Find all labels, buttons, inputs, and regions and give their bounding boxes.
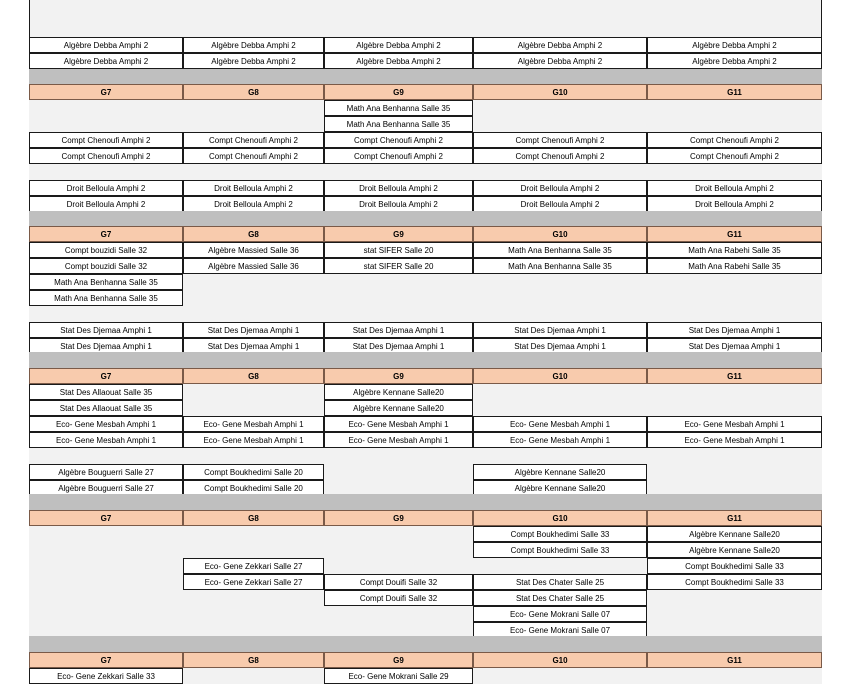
empty-cell xyxy=(183,290,324,306)
empty-cell xyxy=(183,448,324,464)
table-row xyxy=(29,558,822,574)
course-cell: Droit Belloula Amphi 2 xyxy=(473,196,647,212)
course-cell: Stat Des Djemaa Amphi 1 xyxy=(183,338,324,354)
table-row xyxy=(29,322,822,338)
empty-cell xyxy=(183,606,324,622)
course-cell: Compt Chenoufi Amphi 2 xyxy=(473,132,647,148)
group-header-g7: G7 xyxy=(29,510,183,526)
block-separator xyxy=(29,211,822,226)
group-header-g11: G11 xyxy=(647,510,822,526)
empty-cell xyxy=(647,606,822,622)
empty-cell xyxy=(183,668,324,684)
group-header-g11: G11 xyxy=(647,652,822,668)
course-cell: Eco- Gene Zekkari Salle 27 xyxy=(183,558,324,574)
course-cell: Algèbre Debba Amphi 2 xyxy=(473,37,647,53)
empty-cell xyxy=(324,164,473,180)
course-cell: Algèbre Kennane Salle20 xyxy=(647,526,822,542)
course-cell: Compt Boukhedimi Salle 33 xyxy=(473,542,647,558)
block-separator xyxy=(29,352,822,368)
course-cell: Compt Boukhedimi Salle 33 xyxy=(647,558,822,574)
course-cell: Eco- Gene Mokrani Salle 07 xyxy=(473,606,647,622)
course-cell: Algèbre Bouguerri Salle 27 xyxy=(29,464,183,480)
empty-cell xyxy=(29,100,183,116)
course-cell: Droit Belloula Amphi 2 xyxy=(183,196,324,212)
course-cell: Algèbre Debba Amphi 2 xyxy=(183,53,324,69)
empty-cell xyxy=(324,306,473,322)
course-cell: Algèbre Kennane Salle20 xyxy=(473,480,647,496)
empty-cell xyxy=(473,290,647,306)
empty-cell xyxy=(647,590,822,606)
empty-cell xyxy=(647,400,822,416)
block-separator xyxy=(29,494,822,510)
empty-cell xyxy=(183,400,324,416)
group-header-g9: G9 xyxy=(324,652,473,668)
course-cell: Droit Belloula Amphi 2 xyxy=(29,180,183,196)
course-cell: Eco- Gene Mesbah Amphi 1 xyxy=(324,416,473,432)
table-row xyxy=(29,590,822,606)
course-cell: Stat Des Djemaa Amphi 1 xyxy=(183,322,324,338)
group-header-g7: G7 xyxy=(29,368,183,384)
course-cell: stat SIFER Salle 20 xyxy=(324,258,473,274)
empty-cell xyxy=(473,448,647,464)
course-cell: Eco- Gene Mesbah Amphi 1 xyxy=(29,432,183,448)
empty-cell xyxy=(324,274,473,290)
table-row xyxy=(29,164,822,180)
group-header-row xyxy=(29,226,822,242)
empty-cell xyxy=(647,384,822,400)
course-cell: Compt Boukhedimi Salle 33 xyxy=(647,574,822,590)
course-cell: Compt Chenoufi Amphi 2 xyxy=(183,132,324,148)
empty-cell xyxy=(183,542,324,558)
table-row xyxy=(29,100,822,116)
empty-cell xyxy=(647,116,822,132)
group-header-g11: G11 xyxy=(647,84,822,100)
group-header-g8: G8 xyxy=(183,652,324,668)
course-cell: Eco- Gene Mokrani Salle 07 xyxy=(473,622,647,638)
group-header-row xyxy=(29,84,822,100)
table-row xyxy=(29,400,822,416)
group-header-g9: G9 xyxy=(324,510,473,526)
course-cell: Stat Des Djemaa Amphi 1 xyxy=(647,322,822,338)
empty-cell xyxy=(473,306,647,322)
table-row xyxy=(29,526,822,542)
course-cell: Math Ana Rabehi Salle 35 xyxy=(647,258,822,274)
course-cell: Stat Des Djemaa Amphi 1 xyxy=(324,322,473,338)
group-header-row xyxy=(29,368,822,384)
table-row xyxy=(29,258,822,274)
course-cell: Algèbre Massied Salle 36 xyxy=(183,242,324,258)
empty-cell xyxy=(473,400,647,416)
group-header-g8: G8 xyxy=(183,368,324,384)
group-header-g10: G10 xyxy=(473,652,647,668)
empty-cell xyxy=(29,116,183,132)
empty-cell xyxy=(324,290,473,306)
course-cell: Algèbre Debba Amphi 2 xyxy=(324,37,473,53)
table-row xyxy=(29,542,822,558)
course-cell: Algèbre Kennane Salle20 xyxy=(647,542,822,558)
course-cell: Eco- Gene Mesbah Amphi 1 xyxy=(473,416,647,432)
course-cell: Math Ana Benhanna Salle 35 xyxy=(324,100,473,116)
course-cell: Compt Boukhedimi Salle 20 xyxy=(183,480,324,496)
course-cell: stat SIFER Salle 20 xyxy=(324,242,473,258)
empty-cell xyxy=(473,164,647,180)
course-cell: Algèbre Debba Amphi 2 xyxy=(183,37,324,53)
course-cell: Stat Des Chater Salle 25 xyxy=(473,574,647,590)
empty-cell xyxy=(29,574,183,590)
empty-cell xyxy=(29,590,183,606)
group-header-g7: G7 xyxy=(29,226,183,242)
empty-cell xyxy=(29,606,183,622)
table-row xyxy=(29,448,822,464)
empty-cell xyxy=(324,448,473,464)
course-cell: Stat Des Djemaa Amphi 1 xyxy=(29,338,183,354)
group-header-g10: G10 xyxy=(473,84,647,100)
course-cell: Math Ana Benhanna Salle 35 xyxy=(29,274,183,290)
course-cell: Droit Belloula Amphi 2 xyxy=(647,180,822,196)
table-row xyxy=(29,116,822,132)
course-cell: Stat Des Djemaa Amphi 1 xyxy=(324,338,473,354)
table-row xyxy=(29,606,822,622)
empty-cell xyxy=(324,464,473,480)
course-cell: Algèbre Bouguerri Salle 27 xyxy=(29,480,183,496)
course-cell: Algèbre Debba Amphi 2 xyxy=(473,53,647,69)
course-cell: Compt Chenoufi Amphi 2 xyxy=(29,132,183,148)
course-cell: Math Ana Benhanna Salle 35 xyxy=(29,290,183,306)
empty-cell xyxy=(647,306,822,322)
course-cell: Eco- Gene Zekkari Salle 33 xyxy=(29,668,183,684)
course-cell: Compt Douifi Salle 32 xyxy=(324,590,473,606)
course-cell: Compt bouzidi Salle 32 xyxy=(29,242,183,258)
group-header-g10: G10 xyxy=(473,368,647,384)
table-row xyxy=(29,668,822,684)
course-cell: Droit Belloula Amphi 2 xyxy=(29,196,183,212)
empty-cell xyxy=(29,306,183,322)
empty-cell xyxy=(29,526,183,542)
table-row xyxy=(29,180,822,196)
course-cell: Math Ana Rabehi Salle 35 xyxy=(647,242,822,258)
course-cell: Algèbre Kennane Salle20 xyxy=(324,400,473,416)
table-row xyxy=(29,464,822,480)
course-cell: Algèbre Kennane Salle20 xyxy=(473,464,647,480)
empty-cell xyxy=(324,542,473,558)
empty-cell xyxy=(183,526,324,542)
course-cell: Droit Belloula Amphi 2 xyxy=(183,180,324,196)
empty-cell xyxy=(183,590,324,606)
course-cell: Eco- Gene Zekkari Salle 27 xyxy=(183,574,324,590)
group-header-g8: G8 xyxy=(183,226,324,242)
course-cell: Compt Chenoufi Amphi 2 xyxy=(324,132,473,148)
course-cell: Algèbre Debba Amphi 2 xyxy=(29,53,183,69)
course-cell: Compt Boukhedimi Salle 33 xyxy=(473,526,647,542)
table-row xyxy=(29,574,822,590)
group-header-g8: G8 xyxy=(183,510,324,526)
course-cell: Algèbre Massied Salle 36 xyxy=(183,258,324,274)
course-cell: Algèbre Debba Amphi 2 xyxy=(29,37,183,53)
course-cell: Droit Belloula Amphi 2 xyxy=(647,196,822,212)
course-cell: Eco- Gene Mesbah Amphi 1 xyxy=(183,416,324,432)
course-cell: Eco- Gene Mesbah Amphi 1 xyxy=(647,416,822,432)
empty-cell xyxy=(183,164,324,180)
timetable-grid xyxy=(29,0,822,684)
course-cell: Math Ana Benhanna Salle 35 xyxy=(473,258,647,274)
empty-cell xyxy=(647,100,822,116)
table-row xyxy=(29,290,822,306)
group-header-g7: G7 xyxy=(29,652,183,668)
course-cell: Eco- Gene Mesbah Amphi 1 xyxy=(183,432,324,448)
course-cell: Stat Des Djemaa Amphi 1 xyxy=(473,338,647,354)
block-separator xyxy=(29,636,822,652)
course-cell: Compt Chenoufi Amphi 2 xyxy=(183,148,324,164)
group-header-row xyxy=(29,510,822,526)
course-cell: Eco- Gene Mokrani Salle 29 xyxy=(324,668,473,684)
table-row xyxy=(29,196,822,212)
table-row xyxy=(29,432,822,448)
group-header-g9: G9 xyxy=(324,226,473,242)
empty-cell xyxy=(473,274,647,290)
group-header-g10: G10 xyxy=(473,510,647,526)
empty-cell xyxy=(647,464,822,480)
table-row xyxy=(29,132,822,148)
course-cell: Algèbre Debba Amphi 2 xyxy=(324,53,473,69)
course-cell: Eco- Gene Mesbah Amphi 1 xyxy=(647,432,822,448)
group-header-g7: G7 xyxy=(29,84,183,100)
empty-cell xyxy=(324,606,473,622)
course-cell: Stat Des Chater Salle 25 xyxy=(473,590,647,606)
empty-cell xyxy=(647,274,822,290)
table-row xyxy=(29,384,822,400)
table-row xyxy=(29,306,822,322)
course-cell: Compt Chenoufi Amphi 2 xyxy=(473,148,647,164)
empty-cell xyxy=(647,290,822,306)
empty-cell xyxy=(473,384,647,400)
group-header-g10: G10 xyxy=(473,226,647,242)
course-cell: Compt Chenoufi Amphi 2 xyxy=(324,148,473,164)
table-row xyxy=(29,37,822,53)
course-cell: Compt bouzidi Salle 32 xyxy=(29,258,183,274)
group-header-g11: G11 xyxy=(647,368,822,384)
group-header-g9: G9 xyxy=(324,368,473,384)
course-cell: Compt Chenoufi Amphi 2 xyxy=(29,148,183,164)
empty-cell xyxy=(473,100,647,116)
course-cell: Stat Des Allaouat Salle 35 xyxy=(29,400,183,416)
empty-cell xyxy=(29,558,183,574)
empty-cell xyxy=(29,542,183,558)
course-cell: Stat Des Djemaa Amphi 1 xyxy=(647,338,822,354)
empty-cell xyxy=(647,448,822,464)
course-cell: Algèbre Debba Amphi 2 xyxy=(647,53,822,69)
empty-cell xyxy=(324,558,473,574)
group-header-g8: G8 xyxy=(183,84,324,100)
course-cell: Eco- Gene Mesbah Amphi 1 xyxy=(473,432,647,448)
table-row xyxy=(29,148,822,164)
table-row xyxy=(29,416,822,432)
course-cell: Stat Des Djemaa Amphi 1 xyxy=(473,322,647,338)
table-row xyxy=(29,274,822,290)
empty-cell xyxy=(473,116,647,132)
empty-cell xyxy=(183,306,324,322)
empty-cell xyxy=(183,100,324,116)
empty-cell xyxy=(647,668,822,684)
empty-cell xyxy=(473,668,647,684)
group-header-row xyxy=(29,652,822,668)
table-row xyxy=(29,242,822,258)
course-cell: Compt Douifi Salle 32 xyxy=(324,574,473,590)
course-cell: Math Ana Benhanna Salle 35 xyxy=(473,242,647,258)
course-cell: Compt Chenoufi Amphi 2 xyxy=(647,148,822,164)
empty-cell xyxy=(647,164,822,180)
empty-cell xyxy=(183,274,324,290)
empty-cell xyxy=(473,558,647,574)
empty-cell xyxy=(29,448,183,464)
table-row xyxy=(29,53,822,69)
course-cell: Compt Boukhedimi Salle 20 xyxy=(183,464,324,480)
empty-cell xyxy=(183,384,324,400)
course-cell: Stat Des Djemaa Amphi 1 xyxy=(29,322,183,338)
course-cell: Droit Belloula Amphi 2 xyxy=(324,196,473,212)
block-separator xyxy=(29,69,822,84)
course-cell: Math Ana Benhanna Salle 35 xyxy=(324,116,473,132)
course-cell: Droit Belloula Amphi 2 xyxy=(324,180,473,196)
course-cell: Eco- Gene Mesbah Amphi 1 xyxy=(29,416,183,432)
group-header-g9: G9 xyxy=(324,84,473,100)
course-cell: Eco- Gene Mesbah Amphi 1 xyxy=(324,432,473,448)
empty-cell xyxy=(29,164,183,180)
empty-cell xyxy=(324,526,473,542)
course-cell: Compt Chenoufi Amphi 2 xyxy=(647,132,822,148)
course-cell: Algèbre Kennane Salle20 xyxy=(324,384,473,400)
course-cell: Stat Des Allaouat Salle 35 xyxy=(29,384,183,400)
course-cell: Droit Belloula Amphi 2 xyxy=(473,180,647,196)
group-header-g11: G11 xyxy=(647,226,822,242)
course-cell: Algèbre Debba Amphi 2 xyxy=(647,37,822,53)
empty-cell xyxy=(183,116,324,132)
